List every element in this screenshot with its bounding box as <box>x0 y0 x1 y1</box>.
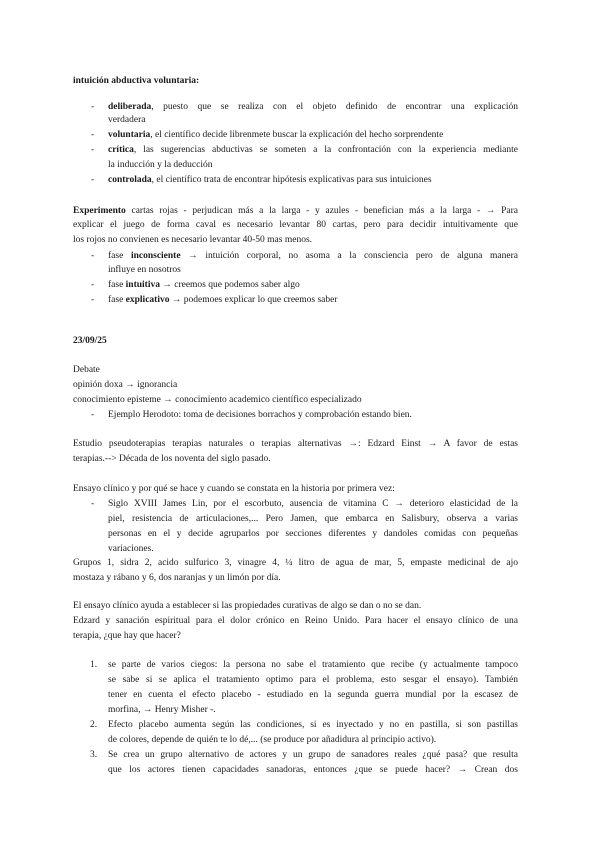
bullet-dash: - <box>91 145 95 155</box>
bullet-dash: - <box>91 295 95 305</box>
experiment-paragraph: Experimento cartas rojas - perjudican más a la larga - y azules - benefician más a la larga - → Para <box>73 206 518 216</box>
debate-line: conocimiento episteme → conocimiento academico científico especializado <box>73 395 362 405</box>
date-heading: 23/09/25 <box>73 336 107 346</box>
list-item-continuation: la inducción y la deducción <box>108 160 213 170</box>
experiment-paragraph-line: explicar el juego de forma caval es necesario levantar 80 cartas, pero para decidir intuitivamente que <box>73 220 518 230</box>
list-item-continuation: se sabe si se aplica el tratamiento optimo para el problema, esto sesgar el ensayo). También <box>108 675 518 685</box>
list-number: 1. <box>90 660 98 670</box>
list-item: Siglo XVIII James Lin, por el escorbuto, ausencia de vitamina C → deterioro elasticidad de la <box>108 499 518 509</box>
groups-paragraph: Grupos 1, sidra 2, acido sulfurico 3, vinagre 4, ¼ litro de agua de mar, 5, empaste medicinal de ajo <box>73 558 518 568</box>
clinical-paragraph: El ensayo clínico ayuda a establecer si las propiedades curativas de algo se dan o no se dan. <box>73 601 422 611</box>
list-item-continuation: que los actores tienen capacidades sanadoras, entonces ¿que se puede hacer? → Crean dos <box>108 765 518 775</box>
groups-paragraph-line: mostaza y rábano y 6, dos naranjas y un limón por día. <box>73 573 281 583</box>
bullet-dash: - <box>91 410 95 420</box>
list-item-continuation: morfina, → Henry Misher -. <box>108 705 216 715</box>
list-item: Se crea un grupo alternativo de actores y un grupo de sanadores reales ¿qué pasa? que resulta <box>108 750 518 760</box>
list-item: deliberada, puesto que se realiza con el objeto definido de encontrar una explicación <box>108 102 518 112</box>
list-item-continuation: variaciones. <box>108 544 154 554</box>
list-item: voluntaria, el científico decide librenmete buscar la explicación del hecho sorprendente <box>108 130 444 140</box>
list-item: se parte de varios ciegos: la persona no sabe el tratamiento que recibe (y actualmente tampoco <box>108 660 518 670</box>
clinical-paragraph-line: terapia, ¿que hay que hacer? <box>73 631 181 641</box>
bullet-dash: - <box>91 102 95 112</box>
bullet-dash: - <box>91 251 95 261</box>
list-item: fase inconsciente → intuición corporal, no asoma a la consciencia pero de alguna manera <box>108 251 518 261</box>
pseudo-paragraph: Estudio pseudoterapias terapias naturales o terapias alternativas →: Edzard Einst → A favor de estas <box>73 439 518 449</box>
section-heading: intuición abductiva voluntaria: <box>73 76 200 86</box>
debate-line: opinión doxa → ignorancia <box>73 380 178 390</box>
list-item-continuation: personas en el y decide agruparlos por secciones diferentes y dandoles comidas con pequeñas <box>108 529 518 539</box>
list-item: fase explicativo → podemoes explicar lo que creemos saber <box>108 295 338 305</box>
debate-title: Debate <box>73 365 100 375</box>
list-item: controlada, el científico trata de encontrar hipótesis explicativas para sus intuiciones <box>108 175 432 185</box>
bullet-dash: - <box>91 130 95 140</box>
list-item-continuation: verdadera <box>108 115 146 125</box>
list-item-continuation: piel, resistencia de articulaciones,... Pero Jamen, que embarca en Salisbury, observa a varias <box>108 514 518 524</box>
list-number: 2. <box>90 720 98 730</box>
list-item-continuation: de colores, depende de quién te lo dé,... (se produce por añadidura al principio activo). <box>108 735 437 745</box>
bullet-dash: - <box>91 499 95 509</box>
experiment-paragraph-line: los rojos no convienen es necesario levantar 40-50 mas menos. <box>73 235 313 245</box>
bullet-dash: - <box>91 280 95 290</box>
list-item: fase intuitiva → creemos que podemos saber algo <box>108 280 300 290</box>
list-item-continuation: tener en cuenta el efecto placebo - estudiado en la segunda guerra mundial por la escasez de <box>108 690 518 700</box>
list-item: Ejemplo Herodoto: toma de decisiones borrachos y comprobación estando bien. <box>108 410 412 420</box>
clinical-paragraph-line: Edzard y sanación espiritual para el dolor crónico en Reino Unido. Para hacer el ensayo clínico de una <box>73 616 518 626</box>
list-item: Efecto placebo aumenta según las condiciones, si es inyectado y no en pastilla, si son pastillas <box>108 720 518 730</box>
list-item-continuation: influye en nosotros <box>108 265 181 275</box>
list-item: crítica, las sugerencias abductivas se someten a la confrontación con la experiencia mediante <box>108 145 518 155</box>
list-number: 3. <box>90 750 98 760</box>
pseudo-paragraph-line: terapias.--> Década de los noventa del siglo pasado. <box>73 454 271 464</box>
ensayo-title: Ensayo clínico y por qué se hace y cuando se constata en la historia por primera vez: <box>73 484 395 494</box>
bullet-dash: - <box>91 175 95 185</box>
